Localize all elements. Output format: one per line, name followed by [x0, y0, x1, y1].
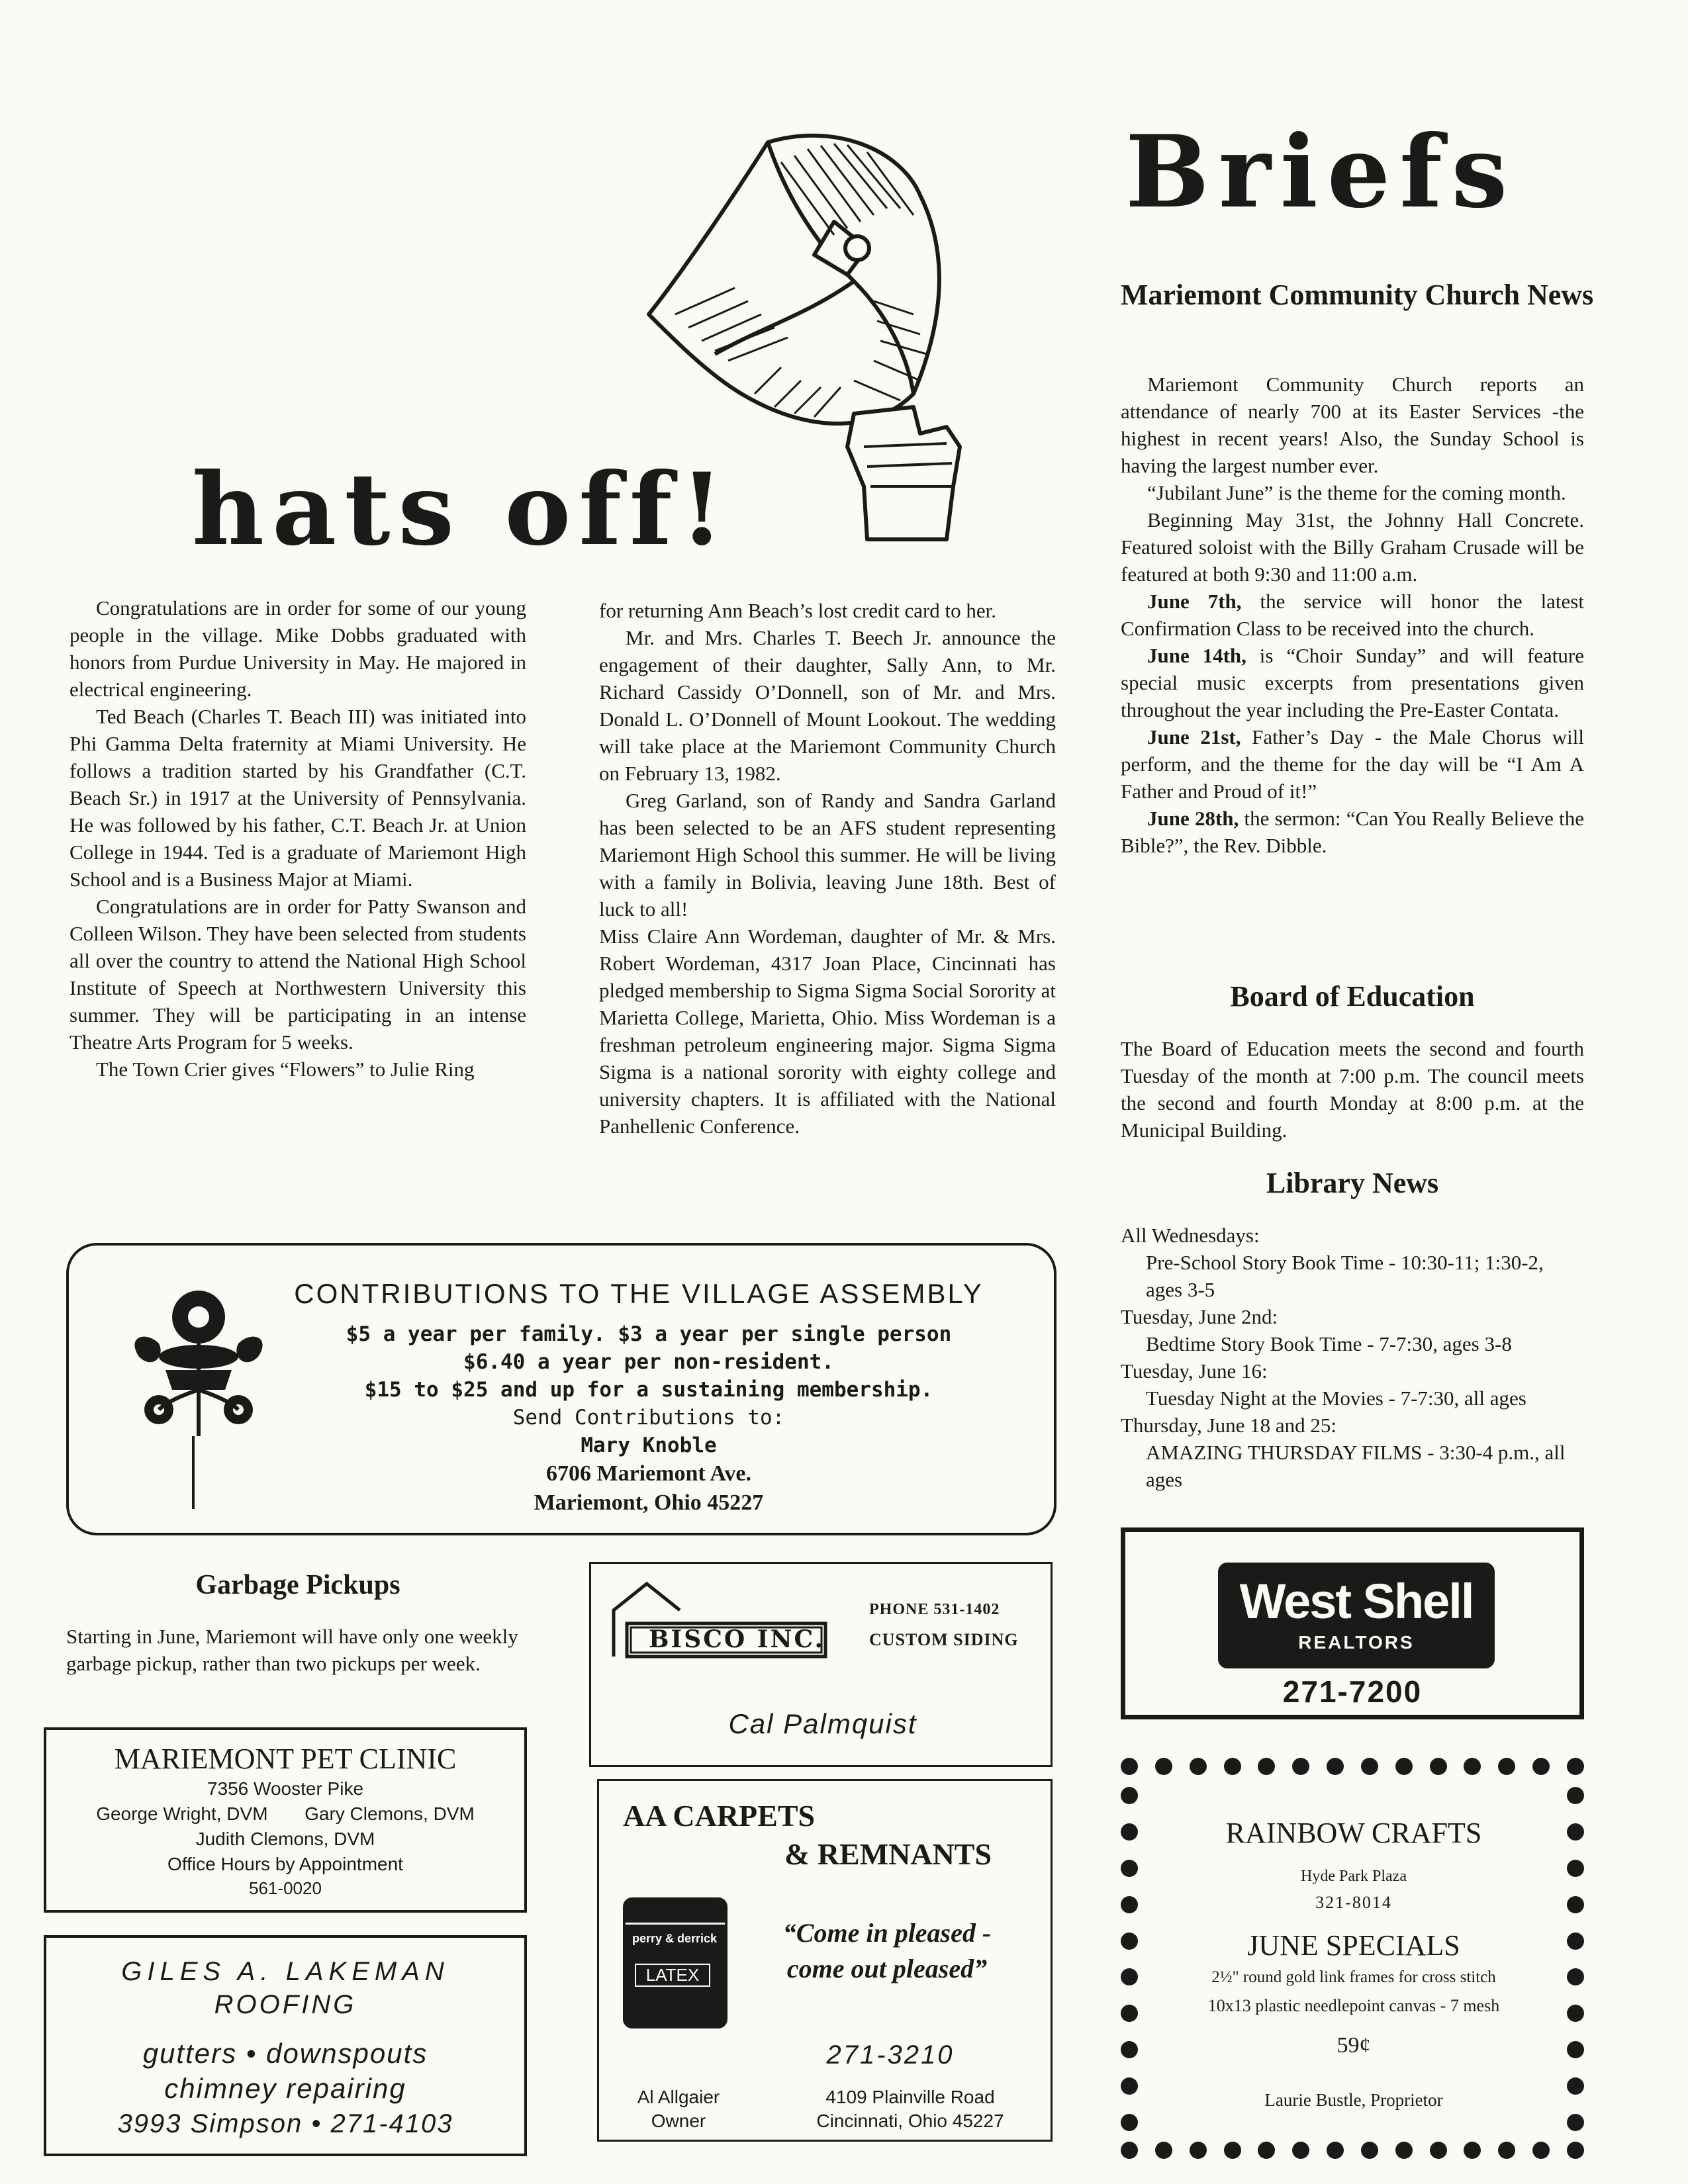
- paragraph: Greg Garland, son of Randy and Sandra Garland has been selected to be an AFS student representing Mariemont High School this summer. He will be living with a family in Bolivia, leaving June 18th. Best of luck to all!: [599, 789, 1056, 921]
- library-event-date: Thursday, June 18 and 25:: [1121, 1414, 1337, 1437]
- rainbow-crafts-owner: Laurie Bustle, Proprietor: [1264, 2090, 1443, 2110]
- dotted-border-right: [1567, 1787, 1584, 2131]
- church-news-text: Father’s Day - the Male Chorus will perform, and the theme for the day will be “I Am A Father and Proud of it!”: [1121, 725, 1584, 803]
- rainbow-crafts-phone: 321-8014: [1315, 1893, 1392, 1912]
- church-news-text: Beginning May 31st, the Johnny Hall Concrete. Featured soloist with the Billy Graham Crusade will be featured at both 9:30 and 11:00 a.m.: [1121, 508, 1584, 586]
- contributions-city: Mariemont, Ohio 45227: [534, 1490, 764, 1515]
- border-dot: [1361, 1758, 1378, 1775]
- contributions-line-2: $6.40 a year per non-resident.: [463, 1350, 834, 1374]
- border-dot: [1567, 1896, 1584, 1913]
- border-dot: [1567, 1823, 1584, 1841]
- border-dot: [1121, 2041, 1138, 2058]
- border-dot: [1567, 1860, 1584, 1877]
- paint-can-icon: [623, 1897, 727, 2028]
- rainbow-crafts-item-2: 10x13 plastic needlepoint canvas - 7 mesh: [1207, 1996, 1500, 2015]
- board-of-education-heading: Board of Education: [1230, 980, 1475, 1013]
- border-dot: [1155, 1758, 1172, 1775]
- pet-clinic-doctors: [46, 1801, 524, 1827]
- border-dot: [1327, 1758, 1344, 1775]
- border-dot: [1121, 2114, 1138, 2131]
- pet-clinic-phone: 561-0020: [249, 1878, 322, 1898]
- aa-carpets-ad: [597, 1779, 1053, 2142]
- folk-flower-tree-icon: [113, 1277, 285, 1522]
- border-dot: [1121, 2142, 1138, 2159]
- bisco-phone: PHONE 531-1402: [869, 1601, 1000, 1618]
- border-dot: [1190, 1758, 1207, 1775]
- pet-clinic-name: MARIEMONT PET CLINIC: [114, 1743, 457, 1775]
- hats-off-column-1: [70, 594, 526, 1083]
- border-dot: [1292, 1758, 1309, 1775]
- contributions-line-3: $15 to $25 and up for a sustaining membership.: [364, 1378, 933, 1402]
- rainbow-crafts-name: RAINBOW CRAFTS: [1225, 1817, 1482, 1849]
- border-dot: [1430, 2142, 1447, 2159]
- garbage-pickups-heading: Garbage Pickups: [195, 1570, 400, 1600]
- border-dot: [1567, 2041, 1584, 2058]
- library-news-heading: Library News: [1266, 1167, 1439, 1199]
- bisco-service: CUSTOM SIDING: [869, 1630, 1019, 1649]
- border-dot: [1224, 2142, 1241, 2159]
- rainbow-crafts-price: 59¢: [1336, 2033, 1371, 2058]
- border-dot: [1567, 2114, 1584, 2131]
- rainbow-crafts-specials-heading: JUNE SPECIALS: [1247, 1929, 1460, 1962]
- border-dot: [1121, 1860, 1138, 1877]
- border-dot: [1395, 1758, 1413, 1775]
- carpets-phone: 271-3210: [826, 2040, 955, 2070]
- library-event-date: All Wednesdays:: [1121, 1224, 1260, 1247]
- church-news-paragraph: [1121, 479, 1584, 506]
- contributions-street: 6706 Mariemont Ave.: [545, 1461, 752, 1486]
- church-news-paragraph: [1121, 723, 1584, 805]
- giles-address-phone: 3993 Simpson • 271-4103: [117, 2109, 453, 2138]
- border-dot: [1567, 1787, 1584, 1804]
- hats-off-title: hats off!: [192, 451, 732, 568]
- carpets-street: 4109 Plainville Road: [825, 2087, 995, 2107]
- giles-name: GILES A. LAKEMAN: [121, 1957, 449, 1986]
- board-of-education-text: The Board of Education meets the second and fourth Tuesday of the month at 7:00 p.m. The council meets the second and fourth Monday at 8:00 p.m. at the Municipal Building.: [1121, 1037, 1584, 1142]
- border-dot: [1121, 1787, 1138, 1804]
- garbage-pickups-text: Starting in June, Mariemont will have only one weekly garbage pickup, rather than two pickups per week.: [66, 1625, 518, 1675]
- border-dot: [1567, 1758, 1584, 1775]
- border-dot: [1567, 2077, 1584, 2095]
- contributions-heading: CONTRIBUTIONS TO THE VILLAGE ASSEMBLY: [294, 1278, 984, 1309]
- bisco-ad: [589, 1562, 1053, 1767]
- bisco-logo-text: BISCO INC.: [648, 1625, 825, 1653]
- west-shell-logo: [1218, 1563, 1495, 1668]
- church-news-date: June 28th,: [1147, 807, 1239, 830]
- giles-lakeman-ad: [44, 1935, 527, 2156]
- church-news-paragraph: [1121, 588, 1584, 642]
- church-news-heading: Mariemont Community Church News: [1121, 279, 1594, 311]
- church-news-text: Mariemont Community Church reports an attendance of nearly 700 at its Easter Services -the highest in recent years! Also, the Sunday School is having the largest number ever.: [1121, 373, 1584, 477]
- border-dot: [1361, 2142, 1378, 2159]
- border-dot: [1464, 2142, 1481, 2159]
- carpets-name-line-1: AA CARPETS: [623, 1799, 816, 1833]
- border-dot: [1258, 2142, 1275, 2159]
- contributions-name: Mary Knoble: [581, 1433, 717, 1457]
- contributions-stem-line: [192, 1436, 195, 1509]
- church-news-date: June 14th,: [1147, 644, 1246, 667]
- hats-off-column-2: [599, 597, 1056, 1140]
- border-dot: [1532, 1758, 1550, 1775]
- contributions-line-1: $5 a year per family. $3 a year per single person: [346, 1322, 952, 1346]
- border-dot: [1121, 2077, 1138, 2095]
- border-dot: [1567, 1933, 1584, 1950]
- library-event-detail: Pre-School Story Book Time - 10:30-11; 1:30-2, ages 3-5: [1146, 1251, 1544, 1301]
- church-news-paragraph: [1121, 805, 1584, 859]
- church-news-text: is “Choir Sunday” and will feature special music excerpts from presentations given throughout the year including the Pre-Easter Contata.: [1121, 644, 1584, 721]
- library-news-list: [1121, 1222, 1584, 1493]
- border-dot: [1121, 1823, 1138, 1841]
- carpets-slogan-2: come out pleased”: [786, 1954, 988, 1983]
- church-news-date: June 7th,: [1147, 590, 1242, 613]
- church-news-paragraph: [1121, 642, 1584, 723]
- border-dot: [1498, 1758, 1515, 1775]
- border-dot: [1258, 1758, 1275, 1775]
- dotted-border-top: [1121, 1758, 1584, 1775]
- library-event-date: Tuesday, June 16:: [1121, 1359, 1268, 1383]
- border-dot: [1532, 2142, 1550, 2159]
- church-news-body: [1121, 371, 1584, 859]
- west-shell-name: West Shell: [1239, 1574, 1474, 1629]
- giles-services-2: chimney repairing: [164, 2073, 406, 2104]
- church-news-paragraph: [1121, 506, 1584, 588]
- border-dot: [1327, 2142, 1344, 2159]
- paragraph: Mr. and Mrs. Charles T. Beech Jr. announce the engagement of their daughter, Sally Ann, to Mr. Richard Cassidy O’Donnell, son of Mr. and Mrs. Donald L. O’Donnell of Mount Lookout. The wedding will take place at the Mariemont Community Church on February 13, 1982.: [599, 626, 1056, 785]
- doctor-name: George Wright, DVM: [96, 1803, 268, 1824]
- carpets-city: Cincinnati, Ohio 45227: [816, 2111, 1004, 2131]
- rainbow-crafts-item-1: 2½" round gold link frames for cross stitch: [1211, 1968, 1496, 1986]
- library-event-date: Tuesday, June 2nd:: [1121, 1305, 1278, 1328]
- pet-clinic-hours: Office Hours by Appointment: [167, 1854, 403, 1874]
- church-news-text: the service will honor the latest Confirmation Class to be received into the church.: [1121, 590, 1584, 640]
- border-dot: [1464, 1758, 1481, 1775]
- west-shell-subtitle: REALTORS: [1298, 1632, 1415, 1653]
- briefs-title: Briefs: [1125, 114, 1517, 230]
- paragraph: Congratulations are in order for Patty Swanson and Colleen Wilson. They have been selected from students all over the country to attend the National High School Institute of Speech at Northwestern University this summer. They will be participating in an intense Theatre Arts Program for 5 weeks.: [70, 895, 526, 1054]
- border-dot: [1121, 1968, 1138, 1985]
- paragraph: Congratulations are in order for some of our young people in the village. Mike Dobbs graduated with honors from Purdue University in May. He majored in electrical engineering.: [70, 596, 526, 701]
- doctor-name: Gary Clemons, DVM: [305, 1803, 475, 1824]
- contributions-line-4: Send Contributions to:: [512, 1406, 785, 1430]
- west-shell-phone: 271-7200: [1282, 1674, 1423, 1709]
- border-dot: [1292, 2142, 1309, 2159]
- border-dot: [1121, 2005, 1138, 2022]
- west-shell-ad: [1121, 1527, 1584, 1719]
- carpets-slogan-1: “Come in pleased -: [782, 1918, 992, 1948]
- paragraph: Ted Beach (Charles T. Beach III) was initiated into Phi Gamma Delta fraternity at Miami University. He follows a tradition started by his Grandfather (C.T. Beach Sr.) in 1917 at the University of Pennsylvania. He was followed by his father, C.T. Beach Jr. at Union College in 1944. Ted is a graduate of Mariemont High School and is a Business Major at Miami.: [70, 705, 526, 891]
- giles-trade: ROOFING: [214, 1990, 357, 2019]
- border-dot: [1190, 2142, 1207, 2159]
- paragraph: for returning Ann Beach’s lost credit card to her.: [599, 599, 997, 622]
- library-event-detail: Bedtime Story Book Time - 7-7:30, ages 3-8: [1146, 1332, 1512, 1355]
- library-event-detail: Tuesday Night at the Movies - 7-7:30, all ages: [1146, 1387, 1526, 1410]
- pet-clinic-address: 7356 Wooster Pike: [207, 1778, 364, 1799]
- border-dot: [1395, 2142, 1413, 2159]
- border-dot: [1430, 1758, 1447, 1775]
- paragraph: The Town Crier gives “Flowers” to Julie Ring: [96, 1058, 475, 1081]
- giles-services-1: gutters • downspouts: [142, 2038, 428, 2069]
- border-dot: [1155, 2142, 1172, 2159]
- carpets-owner-name: Al Allgaier: [637, 2087, 720, 2107]
- dotted-border-left: [1121, 1787, 1138, 2131]
- church-news-text: “Jubilant June” is the theme for the coming month.: [1147, 481, 1566, 504]
- church-news-text: the sermon: “Can You Really Believe the Bible?”, the Rev. Dibble.: [1121, 807, 1584, 857]
- dotted-border-bottom: [1121, 2142, 1584, 2159]
- library-event-detail: AMAZING THURSDAY FILMS - 3:30-4 p.m., all ages: [1146, 1441, 1566, 1491]
- border-dot: [1121, 1896, 1138, 1913]
- border-dot: [1121, 1758, 1138, 1775]
- carpets-name-line-2: & REMNANTS: [784, 1837, 992, 1871]
- border-dot: [1224, 1758, 1241, 1775]
- church-news-paragraph: [1121, 371, 1584, 479]
- border-dot: [1567, 2142, 1584, 2159]
- carpets-owner-title: Owner: [651, 2111, 706, 2131]
- border-dot: [1567, 1968, 1584, 1985]
- doctor-name: Judith Clemons, DVM: [195, 1829, 375, 1849]
- church-news-date: June 21st,: [1147, 725, 1241, 749]
- pet-clinic-ad: [44, 1727, 527, 1913]
- border-dot: [1567, 2005, 1584, 2022]
- paint-can-brand: perry & derrick: [632, 1932, 718, 1945]
- border-dot: [1498, 2142, 1515, 2159]
- border-dot: [1121, 1933, 1138, 1950]
- paint-can-type: LATEX: [635, 1964, 710, 1987]
- paragraph: Miss Claire Ann Wordeman, daughter of Mr. & Mrs. Robert Wordeman, 4317 Joan Place, Cincinnati has pledged membership to Sigma Sigma Social Sorority at Marietta College, Marietta, Ohio. Miss Wordeman is a freshman petroleum engineering major. Sigma Sigma Sigma is a national sorority with eighty college and university chapters. It is affiliated with the National Panhellenic Conference.: [599, 925, 1056, 1138]
- rainbow-crafts-location: Hyde Park Plaza: [1301, 1868, 1407, 1885]
- bisco-contact: Cal Palmquist: [728, 1708, 917, 1739]
